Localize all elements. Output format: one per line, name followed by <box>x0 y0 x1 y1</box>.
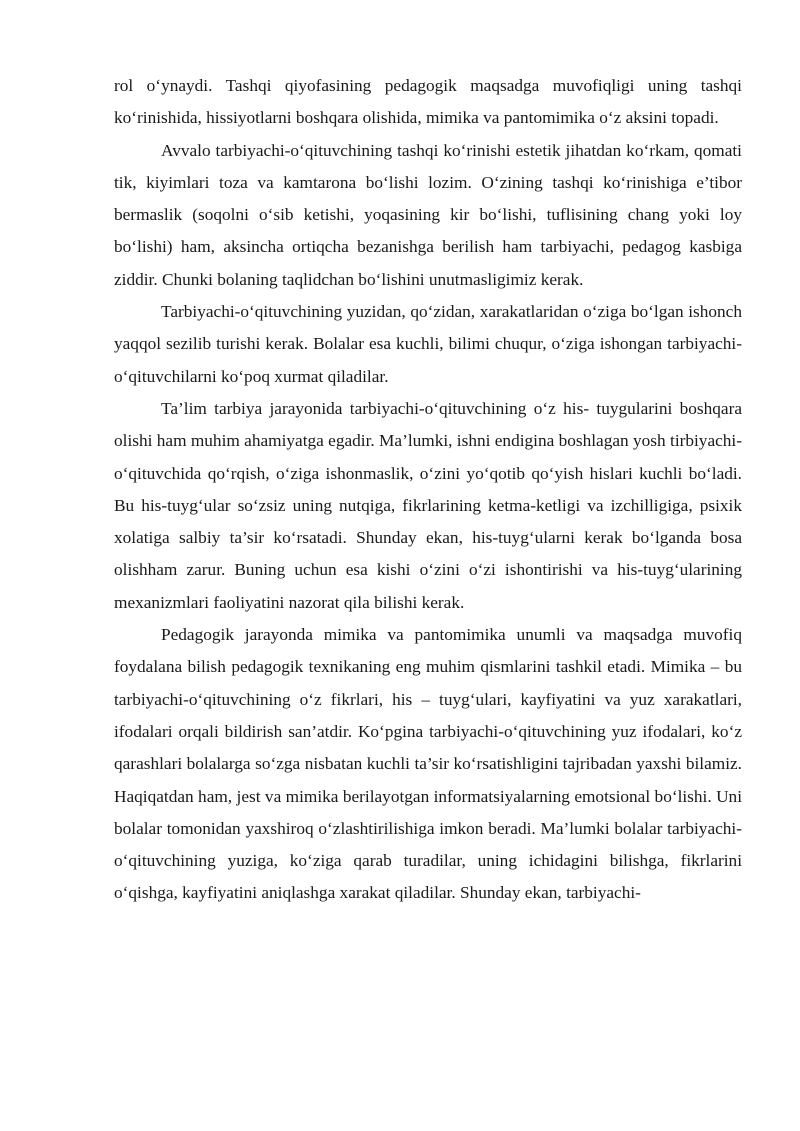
paragraph-4: Ta’lim tarbiya jarayonida tarbiyachi-o‘qituvchining o‘z his- tuygularini boshqara olishi ham muhim ahamiyatga egadir. Ma’lumki, ishni endigina boshlagan yosh tirbiyachi-o‘qituvchida qo‘rqish, o‘ziga ishonmaslik, o‘zini yo‘qotib qo‘yish hislari kuchli bo‘ladi. Bu his-tuyg‘ular so‘zsiz uning nutqiga, fikrlarining ketma-ketligi va izchilligiga, psixik xolatiga salbiy ta’sir ko‘rsatadi. Shunday ekan, his-tuyg‘ularni kerak bo‘lganda bosa olishham zarur. Buning uchun esa kishi o‘zini o‘zi ishontirishi va his-tuyg‘ularining mexanizmlari faoliyatini nazorat qila bilishi kerak. <box>114 398 742 612</box>
paragraph-3: Tarbiyachi-o‘qituvchining yuzidan, qo‘zidan, xarakatlaridan o‘ziga bo‘lgan ishonch yaqqol sezilib turishi kerak. Bolalar esa kuchli, bilimi chuqur, o‘ziga ishongan tarbiyachi-o‘qituvchilarni ko‘poq xurmat qiladilar. <box>114 302 742 386</box>
paragraph-2: Avvalo tarbiyachi-o‘qituvchining tashqi ko‘rinishi estetik jihatdan ko‘rkam, qomati tik, kiyimlari toza va kamtarona bo‘lishi lozim. O‘zining tashqi ko‘rinishiga e’tibor bermaslik (soqolni o‘sib ketishi, yoqasining kir bo‘lishi, tuflisining chang yoki loy bo‘lishi) ham, aksincha ortiqcha bezanishga berilish ham tarbiyachi, pedagog kasbiga ziddir. Chunki bolaning taqlidchan bo‘lishini unutmasligimiz kerak. <box>114 140 742 289</box>
paragraph-5: Pedagogik jarayonda mimika va pantomimika unumli va maqsadga muvofiq foydalana bilish pedagogik texnikaning eng muhim qismlarini tashkil etadi. Mimika – bu tarbiyachi-o‘qituvchining o‘z fikrlari, his – tuyg‘ulari, kayfiyatini va yuz xarakatlari, ifodalari orqali bildirish san’atdir. Ko‘pgina tarbiyachi-o‘qituvchining yuz ifodalari, ko‘z qarashlari bolalarga so‘zga nisbatan kuchli ta’sir ko‘rsatishligini tajribadan yaxshi bilamiz. Haqiqatdan ham, jest va mimika berilayotgan informatsiyalarning emotsional bo‘lishi. Uni bolalar tomonidan yaxshiroq o‘zlashtirilishiga imkon beradi. Ma’lumki bolalar tarbiyachi-o‘qituvchining yuziga, ko‘ziga qarab turadilar, uning ichidagini bilishga, fikrlarini o‘qishga, kayfiyatini aniqlashga xarakat qiladilar. Shunday ekan, tarbiyachi- <box>114 625 742 903</box>
document-page <box>114 70 742 910</box>
paragraph-1: rol o‘ynaydi. Tashqi qiyofasining pedagogik maqsadga muvofiqligi uning tashqi ko‘rinishida, hissiyotlarni boshqara olishida, mimika va pantomimika o‘z aksini topadi. <box>114 76 742 128</box>
